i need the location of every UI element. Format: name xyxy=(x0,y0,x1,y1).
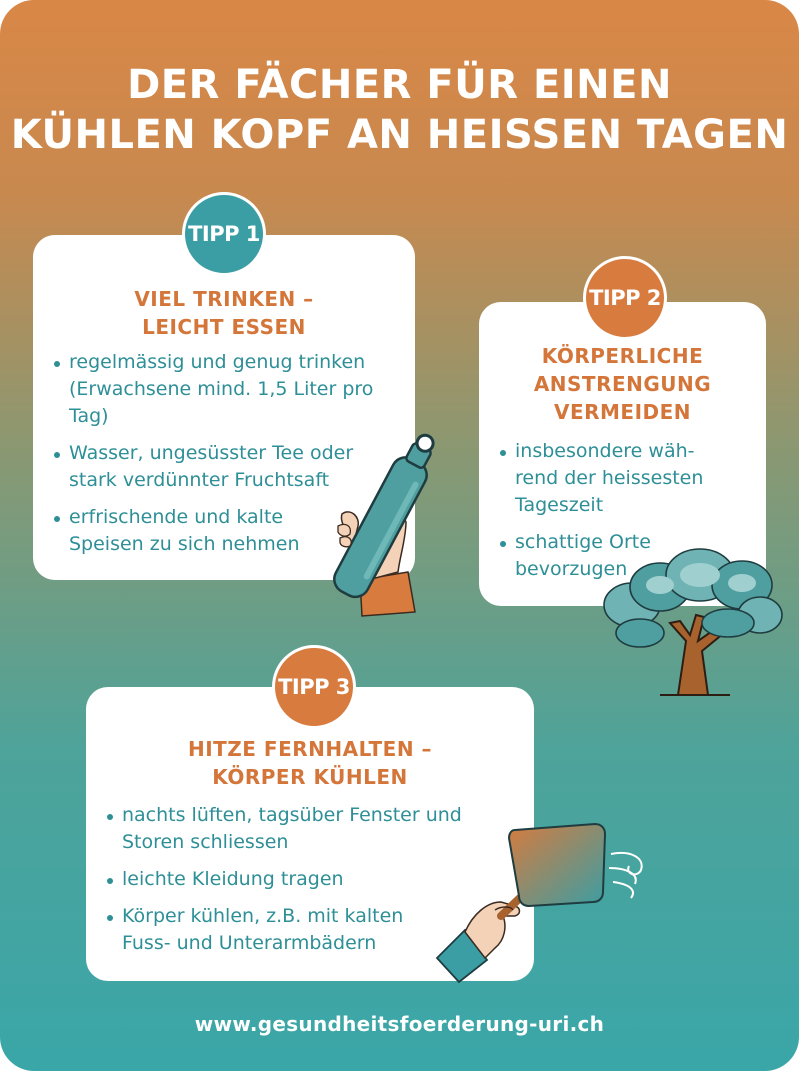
water-bottle-hand-icon xyxy=(320,430,440,620)
title-line-2: KÜHLEN KOPF AN HEISSEN TAGEN xyxy=(10,112,789,158)
tip-2-badge: TIPP 2 xyxy=(583,256,667,340)
tip-1-title-line: LEICHT ESSEN xyxy=(142,315,306,339)
tip-3-title-line: HITZE FERNHALTEN – xyxy=(187,737,433,761)
page-title xyxy=(0,60,799,160)
tip-2-title xyxy=(479,342,766,426)
list-item: leichte Kleidung tragen xyxy=(106,866,526,893)
tip-2-title-line: KÖRPERLICHE xyxy=(541,344,704,368)
title-line-1: DER FÄCHER FÜR EINEN xyxy=(127,62,672,108)
tree-icon xyxy=(600,545,785,700)
tip-3-badge: TIPP 3 xyxy=(272,645,356,729)
list-item: nachts lüften, tagsüber Fenster und Storen schliessen xyxy=(106,802,526,856)
tip-2-title-line: VERMEIDEN xyxy=(553,400,692,424)
footer-url[interactable]: www.gesundheitsfoerderung-uri.ch xyxy=(194,1012,605,1036)
tip-2-title-line: ANSTRENGUNG xyxy=(533,372,712,396)
tip-1-title-line: VIEL TRINKEN – xyxy=(134,287,314,311)
list-item: insbesondere wäh-rend der heissesten Tageszeit xyxy=(499,438,725,519)
list-item: Wasser, ungesüsster Tee oder stark verdünnter Fruchtsaft xyxy=(53,440,359,494)
tip-1-title xyxy=(33,285,415,341)
list-item: Körper kühlen, z.B. mit kalten Fuss- und Unterarmbädern xyxy=(106,903,452,957)
tip-3-title xyxy=(86,735,534,791)
list-item: regelmässig und genug trinken (Erwachsene mind. 1,5 Liter pro Tag) xyxy=(53,349,379,430)
list-item: schattige Orte bevorzugen xyxy=(499,529,725,583)
hand-fan-icon xyxy=(435,810,660,985)
tip-1-badge: TIPP 1 xyxy=(182,192,266,276)
tip-3-title-line: KÖRPER KÜHLEN xyxy=(212,765,408,789)
list-item: erfrischende und kalte Speisen zu sich nehmen xyxy=(53,504,339,558)
